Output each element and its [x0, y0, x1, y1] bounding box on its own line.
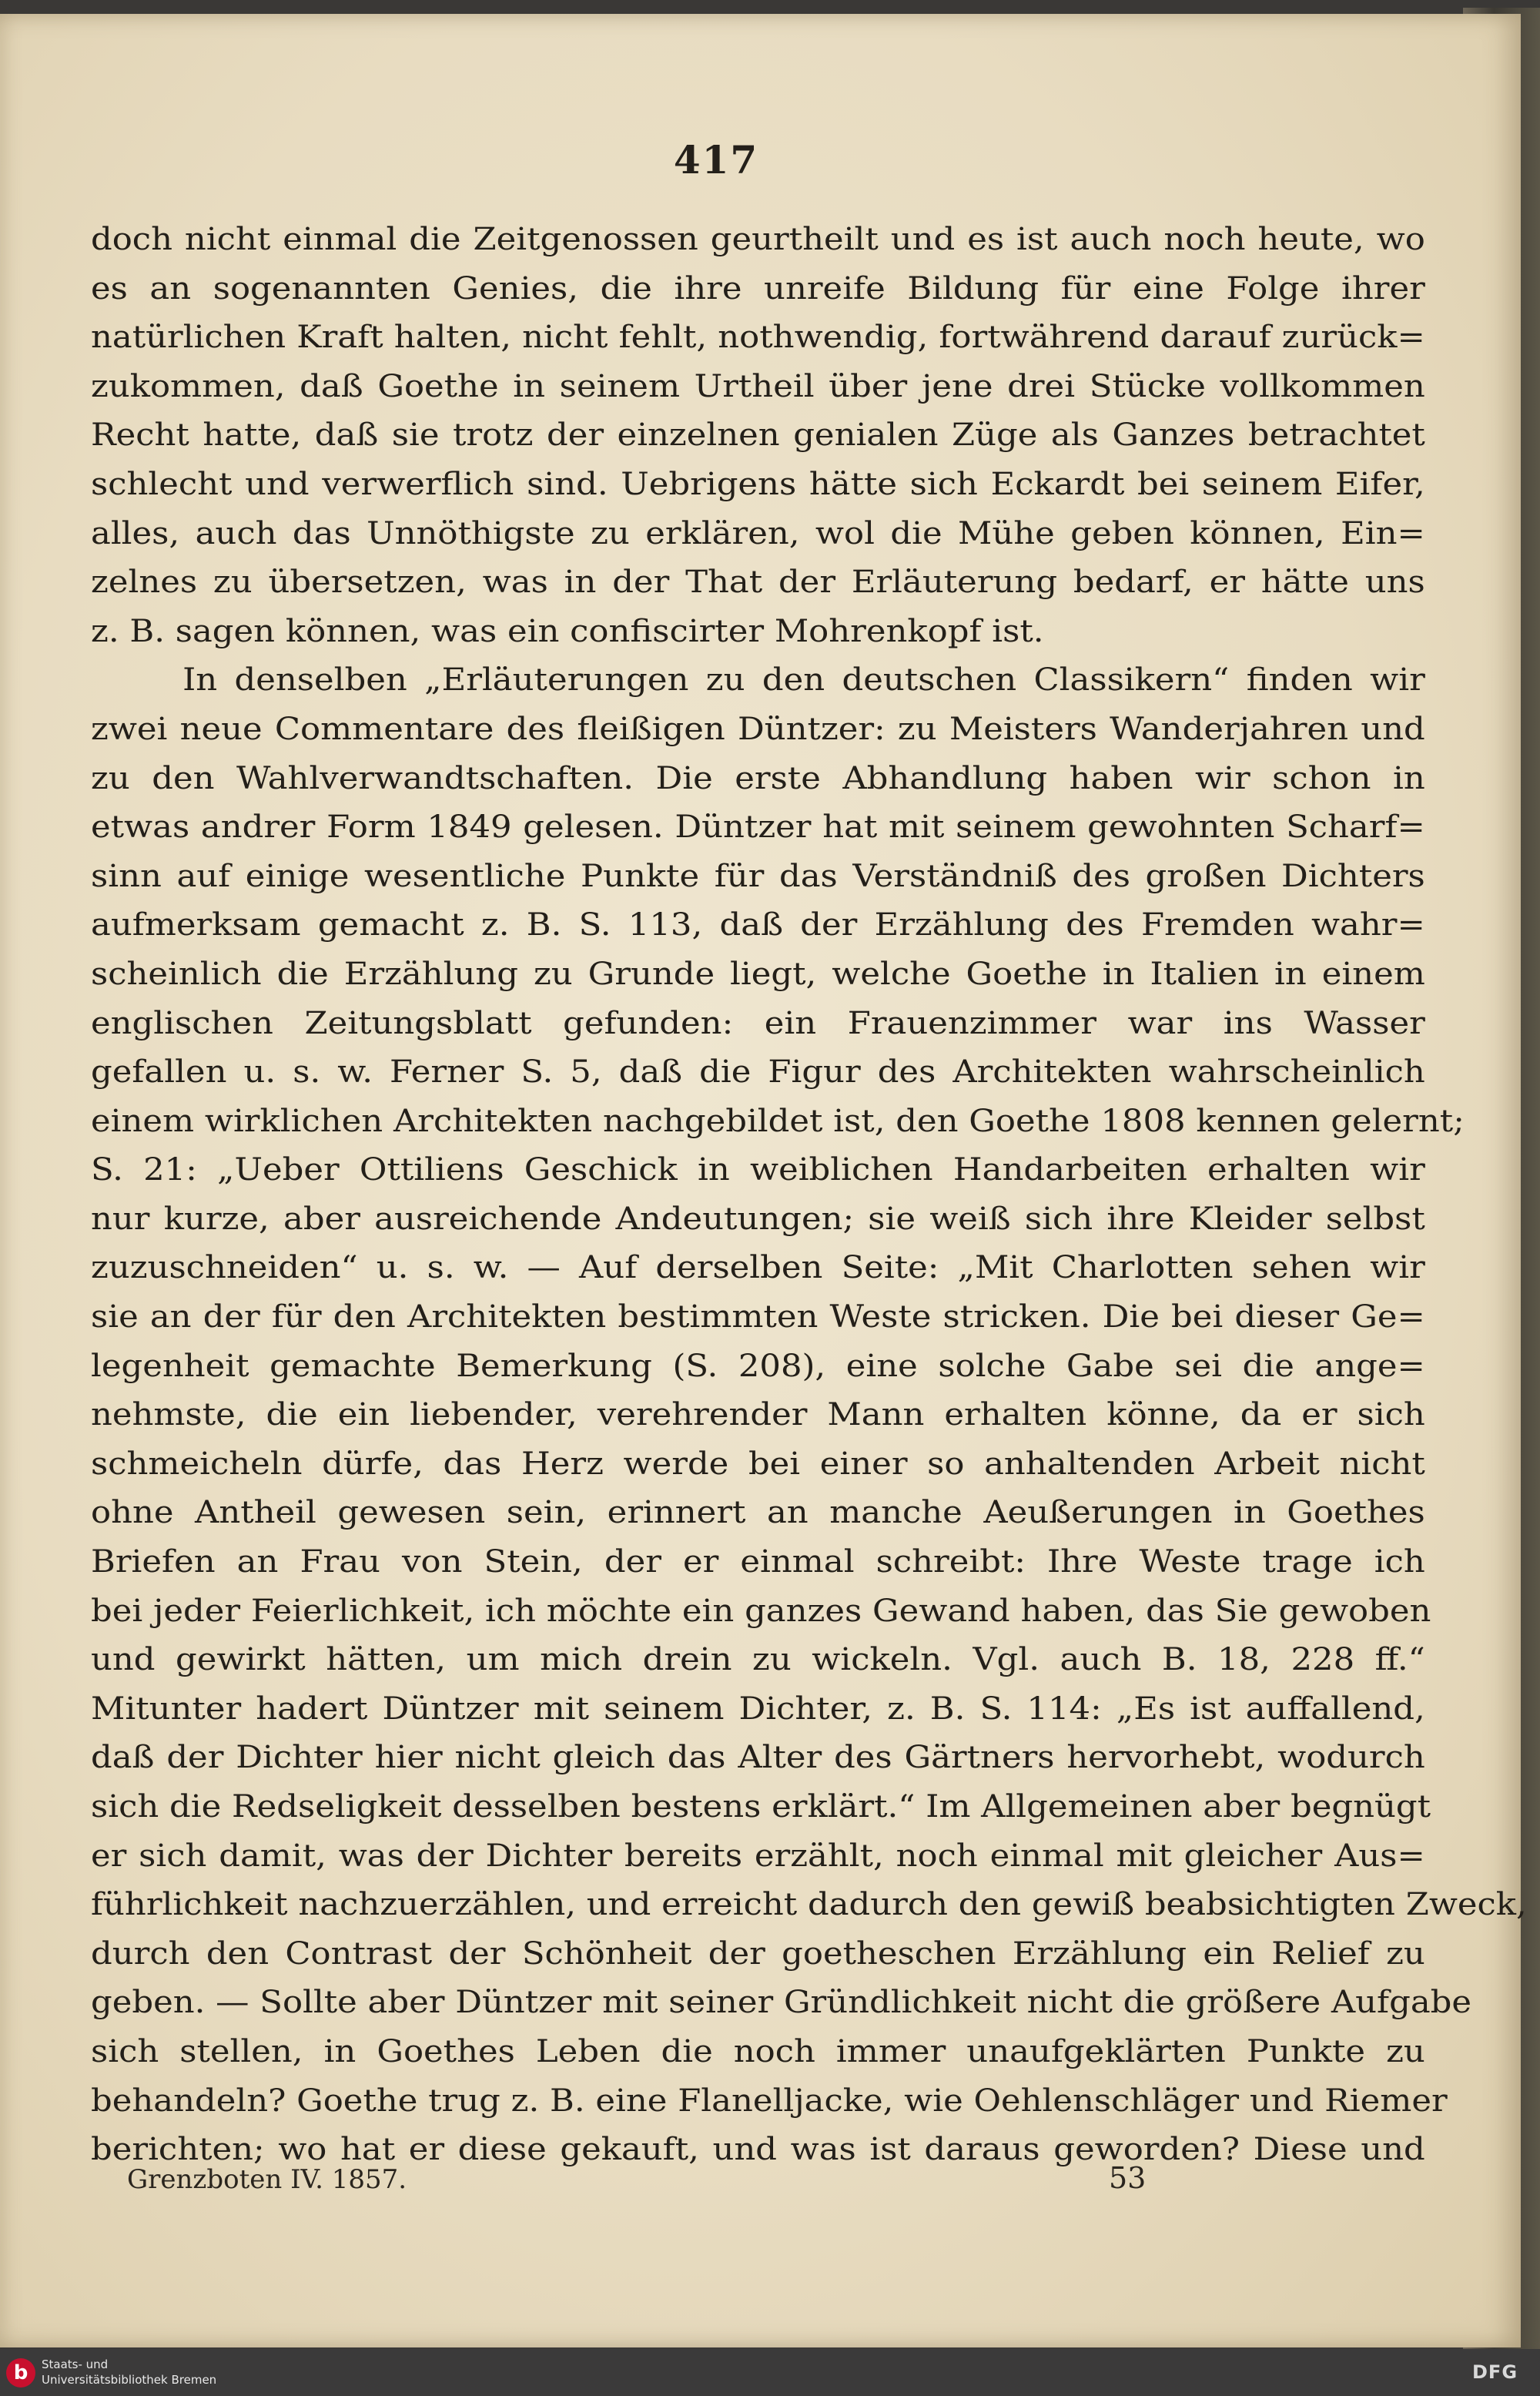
text-line: doch nicht einmal die Zeitgenossen geurtheilt und es ist auch noch heute, wo	[91, 222, 1425, 257]
text-line: es an sogenannten Genies, die ihre unreife Bildung für eine Folge ihrer	[91, 270, 1425, 307]
text-line: einem wirklichen Architekten nachgebildet ist, den Goethe 1808 kennen gelernt;	[91, 1103, 1465, 1139]
text-line: zelnes zu übersetzen, was in der That der Erläuterung bedarf, er hätte uns	[91, 565, 1425, 601]
text-line: schlecht und verwerflich sind. Uebrigens hätte sich Eckardt bei seinem Eifer,	[91, 466, 1425, 502]
text-line: schmeicheln dürfe, das Herz werde bei einer so anhaltenden Arbeit nicht	[91, 1446, 1425, 1482]
text-line: nehmste, die ein liebender, verehrender Mann erhalten könne, da er sich	[91, 1397, 1425, 1433]
text-line: sich stellen, in Goethes Leben die noch immer unaufgeklärten Punkte zu	[91, 2033, 1425, 2069]
text-line: legenheit gemachte Bemerkung (S. 208), eine solche Gabe sei die ange=	[91, 1348, 1425, 1384]
library-name-line2: Universitätsbibliothek Bremen	[42, 2373, 217, 2387]
text-line: bei jeder Feierlichkeit, ich möchte ein ganzes Gewand haben, das Sie gewoben	[91, 1593, 1431, 1629]
text-line: natürlichen Kraft halten, nicht fehlt, nothwendig, fortwährend darauf zurück=	[91, 320, 1425, 356]
text-line: daß der Dichter hier nicht gleich das Alter des Gärtners hervorhebt, wodurch	[91, 1740, 1425, 1776]
text-line: sinn auf einige wesentliche Punkte für das Verständniß des großen Dichters	[91, 858, 1425, 894]
page-number: 417	[673, 137, 759, 183]
dfg-logo-icon[interactable]: DFG	[1472, 2361, 1518, 2383]
text-line: ohne Antheil gewesen sein, erinnert an manche Aeußerungen in Goethes	[91, 1495, 1425, 1531]
scanned-page	[0, 14, 1527, 2347]
viewer-footer-bar	[0, 2349, 1540, 2396]
text-line: Briefen an Frau von Stein, der er einmal schreibt: Ihre Weste trage ich	[91, 1544, 1425, 1580]
library-name[interactable]	[42, 2357, 216, 2388]
sheet-number: 53	[1109, 2161, 1147, 2195]
text-line: etwas andrer Form 1849 gelesen. Düntzer hat mit seinem gewohnten Scharf=	[91, 809, 1425, 846]
text-line: er sich damit, was der Dichter bereits erzählt, noch einmal mit gleicher Aus=	[91, 1838, 1425, 1874]
text-line: englischen Zeitungsblatt gefunden: ein Frauenzimmer war ins Wasser	[91, 1005, 1425, 1041]
text-line: behandeln? Goethe trug z. B. eine Flanelljacke, wie Oehlenschläger und Riemer	[91, 2083, 1448, 2119]
text-line: zu den Wahlverwandtschaften. Die erste Abhandlung haben wir schon in	[91, 760, 1425, 796]
text-line: zuzuschneiden“ u. s. w. — Auf derselben Seite: „Mit Charlotten sehen wir	[91, 1250, 1425, 1286]
text-line: sich die Redseligkeit desselben bestens erklärt.“ Im Allgemeinen aber begnügt	[91, 1789, 1431, 1825]
library-name-line1: Staats- und	[42, 2357, 109, 2371]
text-line: sie an der für den Architekten bestimmten Weste stricken. Die bei dieser Ge=	[91, 1299, 1425, 1335]
body-text	[91, 216, 1527, 2175]
text-line: und gewirkt hätten, um mich drein zu wickeln. Vgl. auch B. 18, 228 ff.“	[91, 1642, 1425, 1678]
library-logo-icon[interactable]: b	[6, 2358, 35, 2388]
text-line: scheinlich die Erzählung zu Grunde liegt, welche Goethe in Italien in einem	[91, 956, 1425, 992]
text-line: geben. — Sollte aber Düntzer mit seiner Gründlichkeit nicht die größere Aufgabe	[91, 1985, 1472, 2021]
text-line: Mitunter hadert Düntzer mit seinem Dichter, z. B. S. 114: „Es ist auffallend,	[91, 1691, 1425, 1727]
text-line: alles, auch das Unnöthigste zu erklären, wol die Mühe geben können, Ein=	[91, 515, 1425, 551]
text-line: zwei neue Commentare des fleißigen Düntzer: zu Meisters Wanderjahren und	[91, 711, 1425, 747]
text-line: Recht hatte, daß sie trotz der einzelnen genialen Züge als Ganzes betrachtet	[91, 417, 1425, 454]
text-line: gefallen u. s. w. Ferner S. 5, daß die Figur des Architekten wahrscheinlich	[91, 1054, 1425, 1091]
text-line: nur kurze, aber ausreichende Andeutungen; sie weiß sich ihre Kleider selbst	[91, 1201, 1425, 1237]
text-line: zukommen, daß Goethe in seinem Urtheil über jene drei Stücke vollkommen	[91, 368, 1425, 404]
text-line: z. B. sagen können, was ein confiscirter Mohrenkopf ist.	[91, 613, 1044, 649]
text-line: S. 21: „Ueber Ottiliens Geschick in weiblichen Handarbeiten erhalten wir	[91, 1152, 1425, 1188]
text-line: führlichkeit nachzuerzählen, und erreicht dadurch den gewiß beabsichtigten Zweck,	[91, 1887, 1527, 1923]
text-line: durch den Contrast der Schönheit der goetheschen Erzählung ein Relief zu	[91, 1935, 1425, 1972]
text-line: In denselben „Erläuterungen zu den deutschen Classikern“ finden wir	[182, 662, 1425, 699]
signature-mark: Grenzboten IV. 1857.	[127, 2164, 407, 2195]
text-line: aufmerksam gemacht z. B. S. 113, daß der Erzählung des Fremden wahr=	[91, 907, 1425, 943]
text-line: berichten; wo hat er diese gekauft, und was ist daraus geworden? Diese und	[91, 2132, 1425, 2168]
